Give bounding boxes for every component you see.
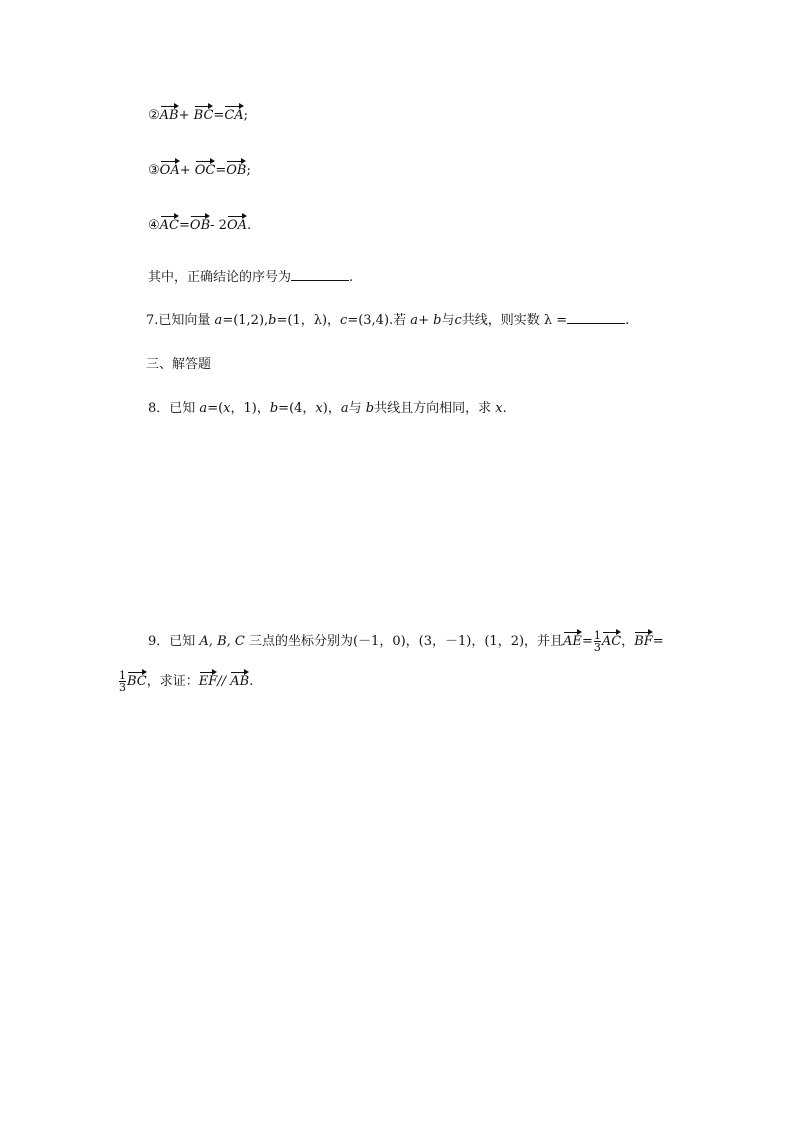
vector-oc: OC [195,159,216,177]
question-8: 8．已知 a=(x，1)，b=(4，x)，a与 b共线且方向相同，求 x. [148,401,507,416]
item-3: ③OA+ OC=OB; [148,159,251,180]
item-2: ②AB+ BC=CA; [148,104,248,125]
vector-ab: AB [160,104,179,122]
answer-blank [567,311,625,324]
vector-ac: AC [602,630,621,648]
item-3-number: ③ [148,163,160,178]
vector-ab: AB [230,670,249,688]
fraction-one-third: $\frac{1}{3}$ [119,669,126,694]
fraction-one-third: $\frac{1}{3}$ [593,629,601,654]
vector-ae: AE [563,630,582,648]
section-title: 三、解答题 [146,357,212,372]
vector-bc: BC [194,104,214,122]
vector-oa: OA [160,159,180,177]
vector-ca: CA [224,104,243,122]
item-4-number: ④ [148,218,160,233]
item-2-number: ② [148,108,160,123]
item-4: ④AC=OB- 2OA. [148,214,251,235]
answer-blank [291,268,349,281]
vector-ob-2: OB [190,214,210,232]
question-6-conclusion: 其中，正确结论的序号为 . [148,270,354,285]
vector-ob: OB [226,159,246,177]
question-9-line-2: $\frac{1}{3}$ BC，求证：EF// AB. [119,669,254,694]
vector-ef: EF [199,670,218,688]
vector-bc: BC [127,670,147,688]
question-7: 7.已知向量 a=(1,2),b=(1，λ)，c=(3,4).若 a+ b与c共线，则实数 λ = . [146,313,630,328]
vector-ac: AC [160,214,179,232]
question-9-line-1: 9．已知 A, B, C 三点的坐标分别为(－1，0)，(3，－1)，(1，2)，并且AE= $\frac{1}{3}$ AC，BF= [148,629,664,654]
vector-bf: BF [634,630,653,648]
vector-oa-2: OA [227,214,247,232]
